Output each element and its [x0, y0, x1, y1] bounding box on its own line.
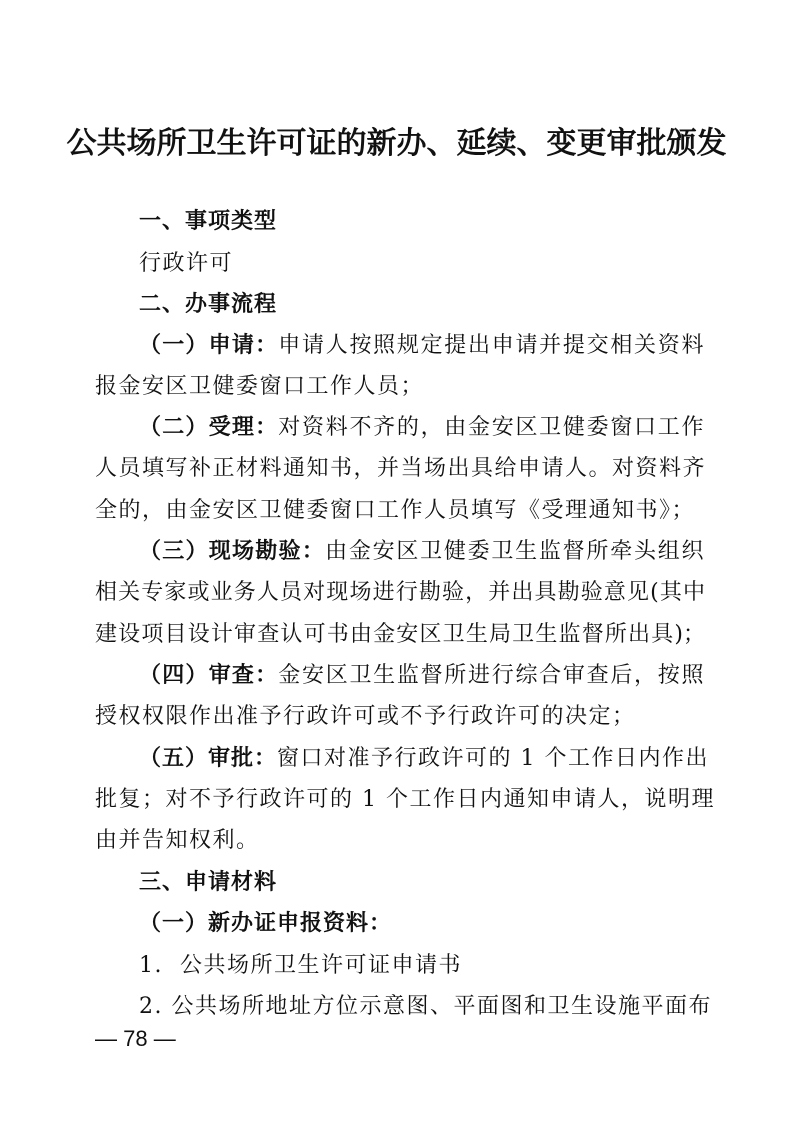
step-text-inspect-1: 由金安区卫健委卫生监督所牵头组织 — [325, 539, 705, 564]
step-text-apply-2: 报金安区卫健委窗口工作人员； — [95, 374, 425, 399]
section-body-type: 行政许可 — [139, 251, 234, 276]
step-text-accept-2: 人员填写补正材料通知书，并当场出具给申请人。对资料齐 — [95, 456, 707, 481]
page-number: — 78 — — [95, 1026, 176, 1051]
step-text-inspect-2: 相关专家或业务人员对现场进行勘验，并出具勘验意见(其中 — [95, 580, 705, 605]
step-label-apply: （一）申请： — [139, 333, 279, 358]
step-text-approve-3: 由并告知权利。 — [95, 828, 260, 853]
process-step-accept — [139, 413, 705, 443]
process-step-approve — [139, 744, 710, 774]
materials-subheading-new: （一）新办证申报资料： — [139, 911, 393, 936]
document-title: 公共场所卫生许可证的新办、延续、变更审批颁发 — [66, 126, 727, 161]
step-text-approve-2: 批复；对不予行政许可的 1 个工作日内通知申请人，说明理 — [95, 787, 715, 812]
section-heading-type: 一、事项类型 — [139, 209, 278, 234]
step-label-inspect: （三）现场勘验： — [139, 539, 326, 564]
step-text-apply-1: 申请人按照规定提出申请并提交相关资料 — [278, 333, 705, 358]
process-step-review — [139, 661, 705, 691]
step-label-review: （四）审查： — [139, 663, 279, 688]
section-heading-process: 二、办事流程 — [139, 292, 278, 317]
step-text-inspect-3: 建设项目设计审查认可书由金安区卫生局卫生监督所出具)； — [95, 622, 705, 647]
step-text-accept-3: 全的，由金安区卫健委窗口工作人员填写《受理通知书》； — [95, 498, 696, 523]
step-text-accept-1: 对资料不齐的，由金安区卫健委窗口工作 — [278, 415, 705, 440]
step-text-approve-1: 窗口对准予行政许可的 1 个工作日内作出 — [277, 746, 710, 771]
materials-item-2: 2. 公共场所地址方位示意图、平面图和卫生设施平面布 — [139, 994, 712, 1019]
step-text-review-2: 授权权限作出准予行政许可或不予行政许可的决定； — [95, 704, 636, 729]
materials-item-1: 1. 公共场所卫生许可证申请书 — [139, 953, 462, 978]
step-label-accept: （二）受理： — [139, 415, 279, 440]
section-heading-materials: 三、申请材料 — [139, 870, 278, 895]
step-text-review-1: 金安区卫生监督所进行综合审查后，按照 — [278, 663, 705, 688]
process-step-apply — [139, 331, 705, 361]
step-label-approve: （五）审批： — [139, 746, 278, 771]
process-step-inspect — [139, 537, 705, 567]
